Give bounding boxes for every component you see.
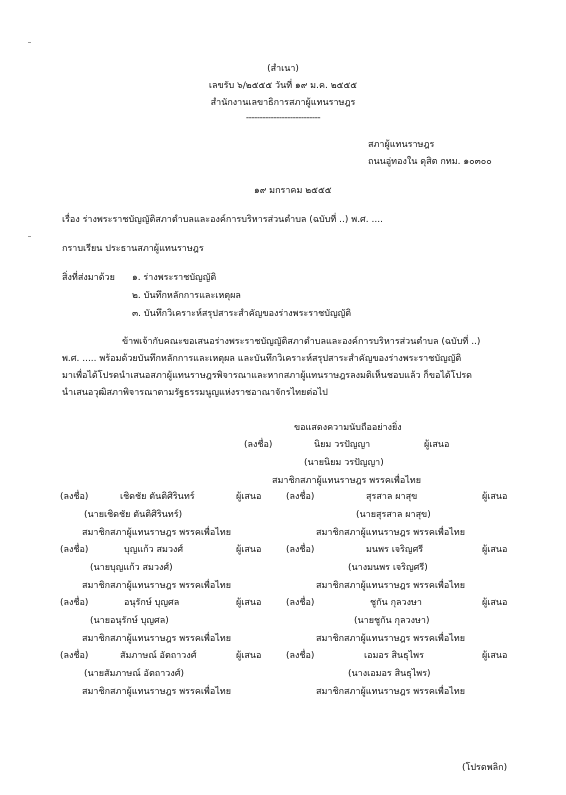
main-signer-position: สมาชิกสภาผู้แทนราษฎร พรรคเพื่อไทย: [272, 476, 422, 486]
signature-block: [286, 492, 516, 546]
closing-phrase: ขอแสดงความนับถืออย่างยิ่ง: [294, 423, 402, 433]
signature-block: [286, 651, 516, 705]
signer-name: มนพร เจริญศรี: [366, 545, 424, 555]
body-line: มาเพื่อได้โปรดนำเสนอสภาผู้แทนราษฎรพิจารณาและหากสภาผู้แทนราษฎรลงมติเห็นชอบแล้ว ก็ขอได้โปรด: [62, 371, 472, 381]
sign-prefix: (ลงชื่อ): [286, 545, 315, 555]
signature-block: [286, 545, 516, 599]
body-line: พ.ศ. ..... พร้อมด้วยบันทึกหลักการและเหตุผล และบันทึกวิเคราะห์สรุปสาระสำคัญของร่างพระราชบัญญัติ: [62, 354, 462, 364]
subject-line: เรื่อง ร่างพระราชบัญญัติสภาตำบลและองค์การบริหารส่วนตำบล (ฉบับที่ ..) พ.ศ. ....: [62, 215, 383, 225]
letter-date: ๑๙ มกราคม ๒๕๕๕: [254, 186, 332, 196]
signature-block: [60, 492, 290, 546]
main-signer-name: นิยม วรปัญญา: [314, 440, 371, 450]
signature-block: [60, 545, 290, 599]
signer-position: สมาชิกสภาผู้แทนราษฎร พรรคเพื่อไทย: [316, 528, 466, 538]
signature-block: [60, 651, 290, 705]
signer-fullname: (นายอนุรักษ์ บุญศล): [90, 616, 169, 626]
signer-fullname: (นางมนพร เจริญศรี): [348, 563, 428, 573]
signer-name: เอมอร สินธุไพร: [364, 651, 424, 661]
signer-fullname: (นายสุรสาล ผาสุข): [356, 510, 431, 520]
enclosure-item: ๒. บันทึกหลักการและเหตุผล: [132, 291, 241, 301]
signer-fullname: (นายสัมภาษณ์ อัตถาวงศ์): [84, 669, 184, 679]
signer-position: สมาชิกสภาผู้แทนราษฎร พรรคเพื่อไทย: [316, 634, 466, 644]
sign-prefix: (ลงชื่อ): [60, 598, 89, 608]
enclosures-label: สิ่งที่ส่งมาด้วย: [62, 273, 115, 283]
proposer-label: ผู้เสนอ: [236, 598, 262, 608]
please-turn-over: (โปรดพลิก): [462, 763, 508, 773]
receipt-number: เลขรับ ๖/๒๕๕๕ วันที่ ๑๙ ม.ค. ๒๕๕๕: [208, 81, 358, 91]
office-name: สำนักงานเลขาธิการสภาผู้แทนราษฎร: [210, 98, 356, 108]
signer-name: ชูกัน กุลวงษา: [370, 598, 422, 608]
sign-prefix: (ลงชื่อ): [60, 492, 89, 502]
sign-prefix: (ลงชื่อ): [60, 651, 89, 661]
margin-mark: [28, 42, 31, 43]
proposer-label: ผู้เสนอ: [236, 545, 262, 555]
address-line-2: ถนนอู่ทองใน ดุสิต กทม. ๑๐๓๐๐: [368, 157, 492, 167]
header-rule: ---------------------------: [245, 113, 321, 123]
sign-prefix: (ลงชื่อ): [286, 492, 315, 502]
signer-name: บุญแก้ว สมวงศ์: [124, 545, 184, 555]
proposer-label: ผู้เสนอ: [482, 598, 508, 608]
signer-name: เชิดชัย ตันติศิรินทร์: [120, 492, 195, 502]
copy-label: (สำเนา): [267, 64, 299, 74]
proposer-label: ผู้เสนอ: [482, 492, 508, 502]
signer-name: อนุรักษ์ บุญศล: [124, 598, 180, 608]
signer-position: สมาชิกสภาผู้แทนราษฎร พรรคเพื่อไทย: [316, 581, 466, 591]
signer-fullname: (นางเอมอร สินธุไพร): [348, 669, 431, 679]
proposer-label: ผู้เสนอ: [482, 651, 508, 661]
body-line: นำเสนอวุฒิสภาพิจารณาตามรัฐธรรมนูญแห่งราชอาณาจักรไทยต่อไป: [62, 388, 328, 398]
signer-name: สุรสาล ผาสุข: [366, 492, 418, 502]
sign-prefix: (ลงชื่อ): [286, 651, 315, 661]
signer-name: สัมภาษณ์ อัตถาวงศ์: [120, 651, 197, 661]
proposer-label: ผู้เสนอ: [424, 440, 450, 450]
signer-fullname: (นายเชิดชัย ตันติศิรินทร์): [84, 510, 183, 520]
signer-position: สมาชิกสภาผู้แทนราษฎร พรรคเพื่อไทย: [82, 687, 232, 697]
signer-fullname: (นายบุญแก้ว สมวงศ์): [90, 563, 173, 573]
address-line-1: สภาผู้แทนราษฎร: [368, 140, 435, 150]
proposer-label: ผู้เสนอ: [236, 651, 262, 661]
main-signer-fullname: (นายนิยม วรปัญญา): [304, 458, 384, 468]
signer-position: สมาชิกสภาผู้แทนราษฎร พรรคเพื่อไทย: [82, 581, 232, 591]
salutation: กราบเรียน ประธานสภาผู้แทนราษฎร: [62, 244, 204, 254]
sign-prefix: (ลงชื่อ): [60, 545, 89, 555]
signer-position: สมาชิกสภาผู้แทนราษฎร พรรคเพื่อไทย: [82, 634, 232, 644]
body-line: ข้าพเจ้ากับคณะขอเสนอร่างพระราชบัญญัติสภาตำบลและองค์การบริหารส่วนตำบล (ฉบับที่ ..): [122, 337, 481, 347]
signer-fullname: (นายชูกัน กุลวงษา): [354, 616, 430, 626]
margin-mark: [28, 236, 31, 237]
signer-position: สมาชิกสภาผู้แทนราษฎร พรรคเพื่อไทย: [316, 687, 466, 697]
sign-prefix: (ลงชื่อ): [286, 598, 315, 608]
signer-position: สมาชิกสภาผู้แทนราษฎร พรรคเพื่อไทย: [82, 528, 232, 538]
signature-block: [60, 598, 290, 652]
signature-block: [286, 598, 516, 652]
sign-prefix: (ลงชื่อ): [244, 440, 273, 450]
proposer-label: ผู้เสนอ: [236, 492, 262, 502]
enclosure-item: ๓. บันทึกวิเคราะห์สรุปสาระสำคัญของร่างพระราชบัญญัติ: [132, 309, 352, 319]
enclosure-item: ๑. ร่างพระราชบัญญัติ: [132, 273, 217, 283]
proposer-label: ผู้เสนอ: [482, 545, 508, 555]
